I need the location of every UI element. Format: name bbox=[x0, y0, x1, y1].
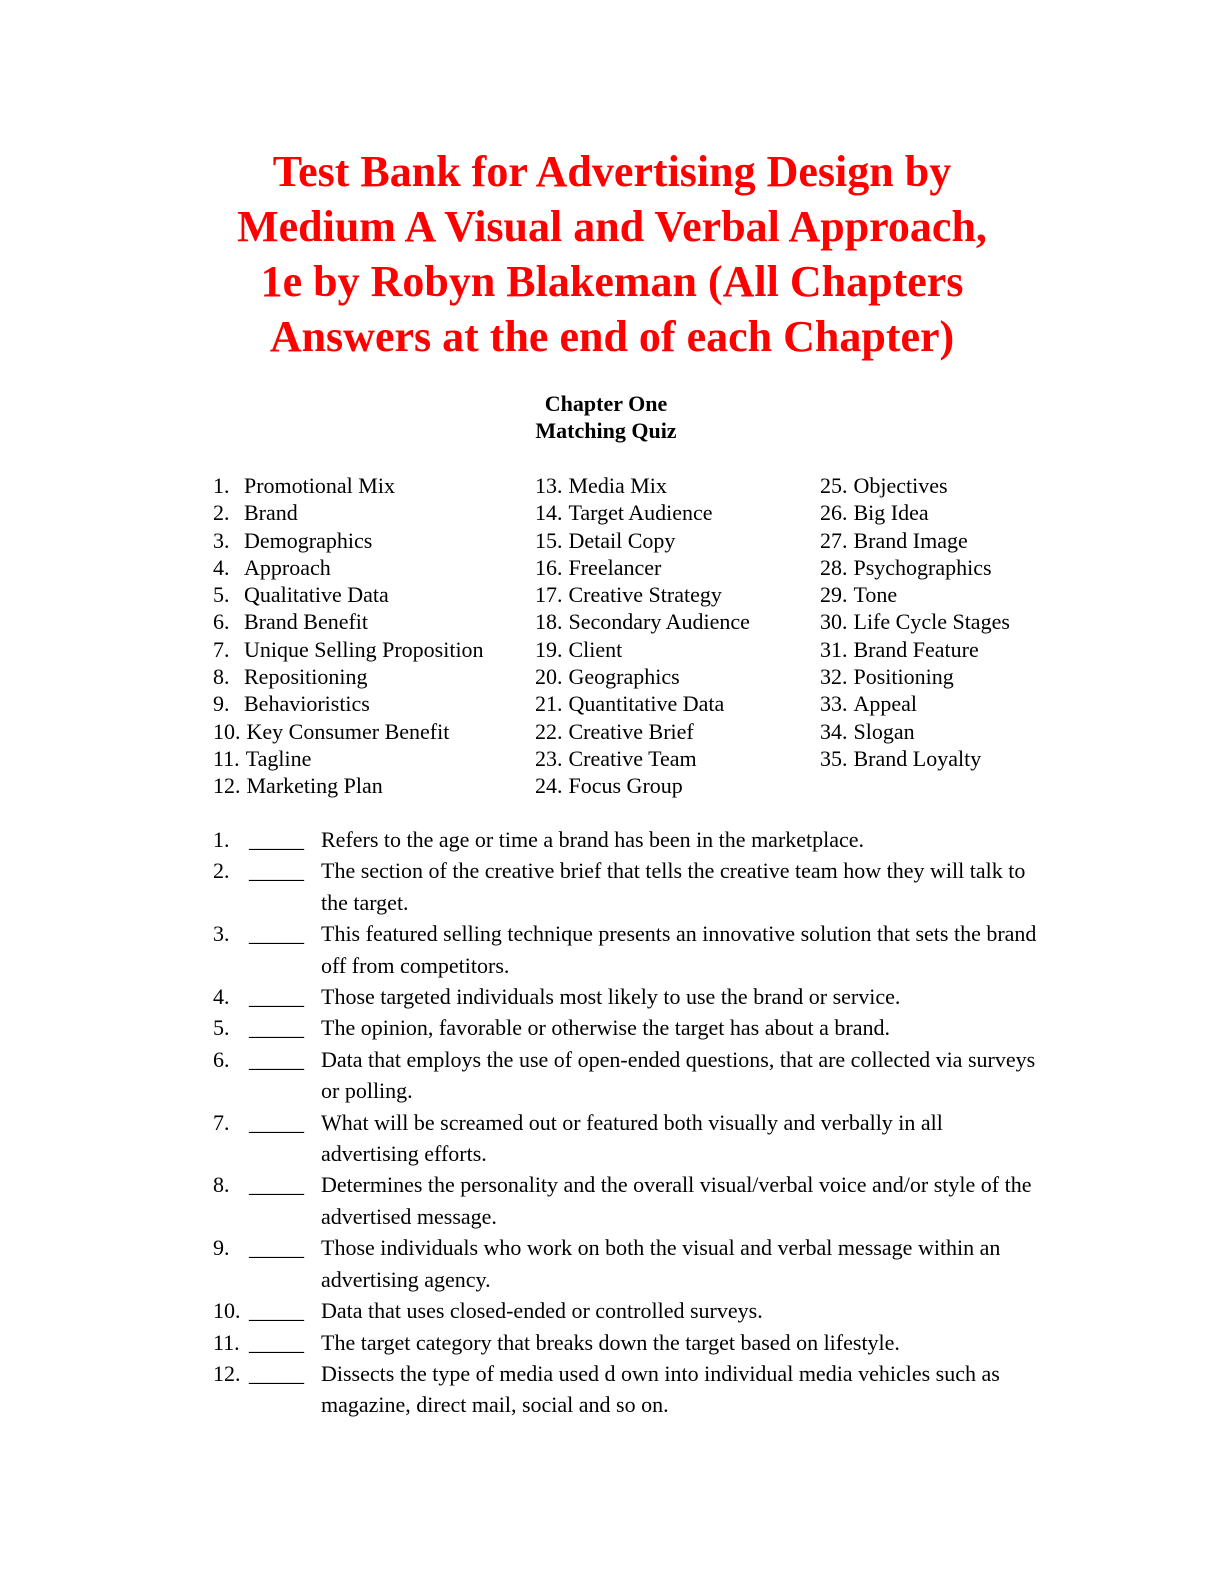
term-item: 12. Marketing Plan bbox=[213, 773, 383, 799]
answer-blank: _____ bbox=[249, 1015, 304, 1041]
question-item: 7. _____ What will be screamed out or featured both visually and verbally in all advertising efforts. bbox=[0, 1107, 1224, 1170]
answer-blank: _____ bbox=[249, 1329, 304, 1355]
term-item: 19. Client bbox=[535, 636, 623, 662]
answer-blank: _____ bbox=[249, 1235, 304, 1261]
term-item: 14. Target Audience bbox=[535, 500, 713, 526]
question-item: 4. _____ Those targeted individuals most likely to use the brand or service. bbox=[0, 981, 1224, 1012]
answer-blank: _____ bbox=[249, 1298, 304, 1324]
term-column-3 bbox=[820, 472, 1010, 772]
term-item: 24. Focus Group bbox=[535, 773, 683, 799]
term-item: 6. Brand Benefit bbox=[213, 609, 369, 635]
term-item: 22. Creative Brief bbox=[535, 718, 694, 744]
term-item: 3. Demographics bbox=[213, 527, 373, 553]
term-item: 2. Brand bbox=[213, 500, 298, 526]
answer-blank: _____ bbox=[249, 1360, 304, 1386]
term-item: 23. Creative Team bbox=[535, 745, 697, 771]
term-item: 4. Approach bbox=[213, 554, 331, 580]
title-line: Answers at the end of each Chapter) bbox=[269, 312, 955, 361]
answer-blank: _____ bbox=[249, 921, 304, 947]
term-column-1 bbox=[213, 472, 484, 800]
title-line: Medium A Visual and Verbal Approach, bbox=[237, 202, 987, 251]
answer-blank: _____ bbox=[249, 984, 304, 1010]
term-item: 10. Key Consumer Benefit bbox=[213, 718, 450, 744]
term-item: 21. Quantitative Data bbox=[535, 691, 725, 717]
answer-blank: _____ bbox=[249, 827, 304, 852]
question-item: 6. _____ Data that employs the use of open-ended questions, that are collected via surveys or polling. bbox=[0, 1044, 1224, 1107]
term-item: 5. Qualitative Data bbox=[213, 582, 389, 608]
term-item: 29. Tone bbox=[820, 582, 898, 608]
question-item: 2. _____ The section of the creative brief that tells the creative team how they will talk to the target. bbox=[0, 855, 1224, 918]
term-item: 11. Tagline bbox=[213, 745, 312, 771]
term-column-2 bbox=[535, 472, 750, 800]
chapter-heading: Chapter One bbox=[544, 391, 668, 416]
document-title bbox=[100, 144, 1124, 364]
term-item: 28. Psychographics bbox=[820, 554, 992, 580]
term-item: 20. Geographics bbox=[535, 664, 680, 690]
title-line: 1e by Robyn Blakeman (All Chapters bbox=[260, 257, 964, 306]
term-item: 13. Media Mix bbox=[535, 473, 667, 498]
answer-blank: _____ bbox=[249, 858, 304, 884]
question-item: 3. _____ This featured selling technique presents an innovative solution that sets the brand off from competitors. bbox=[0, 918, 1224, 981]
term-item: 27. Brand Image bbox=[820, 527, 968, 553]
title-line: Test Bank for Advertising Design by bbox=[272, 147, 952, 196]
question-list bbox=[0, 824, 1224, 1421]
answer-blank: _____ bbox=[249, 1046, 304, 1072]
term-item: 34. Slogan bbox=[820, 718, 915, 744]
question-item: 12. _____ Dissects the type of media used d own into individual media vehicles such as magazine, direct mail, social and so on. bbox=[0, 1358, 1224, 1421]
term-item: 8. Repositioning bbox=[213, 664, 368, 690]
term-item: 30. Life Cycle Stages bbox=[820, 609, 1010, 635]
term-item: 18. Secondary Audience bbox=[535, 609, 750, 635]
term-item: 9. Behavioristics bbox=[213, 691, 370, 717]
term-item: 15. Detail Copy bbox=[535, 527, 676, 553]
term-item: 32. Positioning bbox=[820, 664, 954, 690]
term-item: 25. Objectives bbox=[820, 473, 948, 498]
question-item: 9. _____ Those individuals who work on both the visual and verbal message within an advertising agency. bbox=[0, 1232, 1224, 1295]
term-item: 17. Creative Strategy bbox=[535, 582, 722, 608]
term-item: 16. Freelancer bbox=[535, 554, 662, 580]
term-item: 35. Brand Loyalty bbox=[820, 745, 982, 771]
answer-blank: _____ bbox=[249, 1172, 304, 1198]
term-item: 7. Unique Selling Proposition bbox=[213, 636, 484, 662]
term-item: 26. Big Idea bbox=[820, 500, 929, 526]
term-item: 31. Brand Feature bbox=[820, 636, 979, 662]
question-item: 10. _____ Data that uses closed-ended or controlled surveys. bbox=[0, 1295, 1224, 1326]
question-item: 1. _____ Refers to the age or time a brand has been in the marketplace. bbox=[0, 824, 1224, 855]
question-item: 8. _____ Determines the personality and the overall visual/verbal voice and/or style of the advertised message. bbox=[0, 1169, 1224, 1232]
question-item: 11. _____ The target category that breaks down the target based on lifestyle. bbox=[0, 1327, 1224, 1358]
answer-blank: _____ bbox=[249, 1109, 304, 1135]
term-item: 33. Appeal bbox=[820, 691, 918, 717]
term-item: 1. Promotional Mix bbox=[213, 473, 395, 498]
question-item: 5. _____ The opinion, favorable or otherwise the target has about a brand. bbox=[0, 1012, 1224, 1043]
section-heading: Matching Quiz bbox=[535, 418, 677, 443]
